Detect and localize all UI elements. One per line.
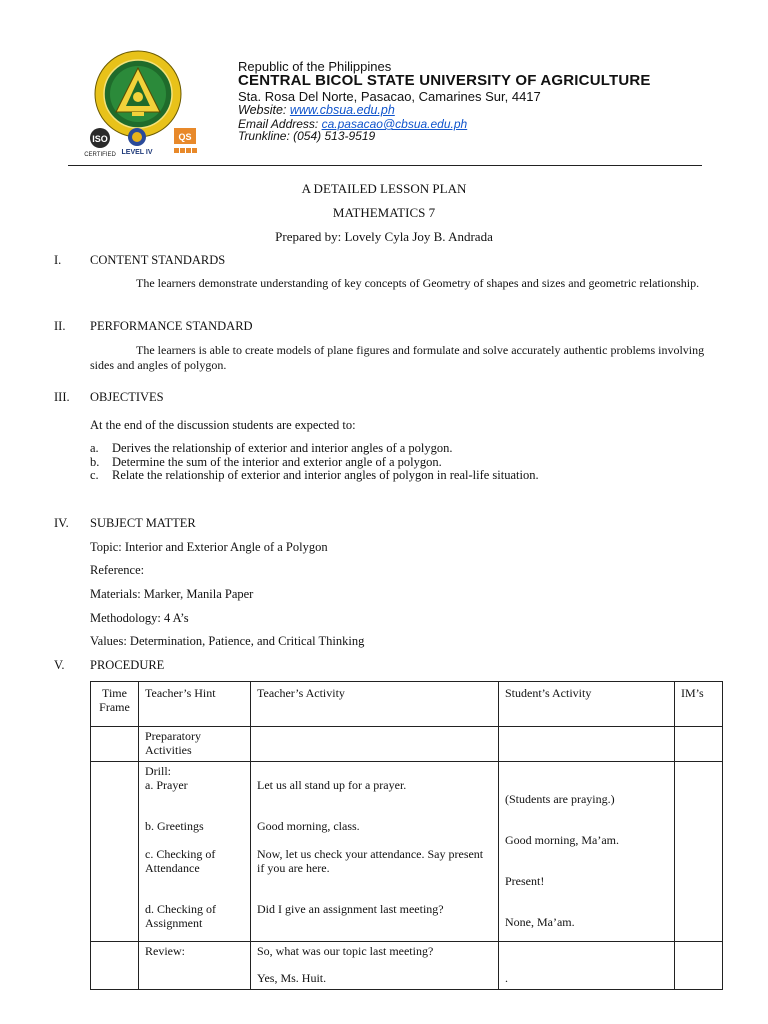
procedure-table	[90, 681, 723, 990]
table-cell: Drill: a. Prayer b. Greetings c. Checking of Attendance d. Checking of Assignment	[139, 762, 251, 942]
section-heading: SUBJECT MATTER	[90, 516, 196, 530]
section-paragraph: The learners is able to create models of plane figures and formulate and solve accurately authentic problems involving sides and angles of polygon.	[90, 343, 705, 372]
header-divider	[68, 165, 702, 166]
header-cell: Teacher’s Activity	[251, 682, 499, 727]
section-number: III.	[54, 390, 70, 404]
header-cell: Student’s Activity	[499, 682, 675, 727]
section-number: IV.	[54, 516, 69, 530]
table-cell: .	[499, 942, 675, 990]
republic-line: Republic of the Philippines	[238, 59, 392, 74]
university-address: Sta. Rosa Del Norte, Pasacao, Camarines Sur, 4417	[238, 89, 541, 104]
doc-title: A DETAILED LESSON PLAN	[301, 181, 467, 196]
section-heading: OBJECTIVES	[90, 390, 164, 404]
section-number: II.	[54, 319, 66, 333]
svg-text:QS: QS	[178, 132, 192, 142]
table-header-row	[91, 682, 723, 727]
iso-certified-badge	[84, 128, 116, 158]
section-heading: PERFORMANCE STANDARD	[90, 319, 253, 333]
section-heading: PROCEDURE	[90, 658, 165, 672]
header-cell: IM’s	[675, 682, 723, 727]
header-cell: Teacher’s Hint	[139, 682, 251, 727]
section-heading: CONTENT STANDARDS	[90, 253, 226, 267]
table-cell: Review:	[139, 942, 251, 990]
table-row	[91, 942, 723, 990]
table-cell: So, what was our topic last meeting? Yes, Ms. Huit.	[251, 942, 499, 990]
accreditation-badges	[80, 126, 220, 160]
header-cell: Time Frame	[91, 682, 139, 727]
subject-methodology: Methodology: 4 A’s	[90, 611, 189, 625]
trunkline: Trunkline: (054) 513-9519	[238, 129, 376, 143]
website-link[interactable]: www.cbsua.edu.ph	[289, 103, 395, 117]
list-item: a. Derives the relationship of exterior and interior angles of a polygon.	[90, 441, 453, 455]
email-label: Email Address:	[238, 117, 322, 131]
objectives-intro: At the end of the discussion students are expected to:	[90, 418, 356, 432]
svg-text:CERTIFIED: CERTIFIED	[84, 152, 116, 158]
table-cell: Preparatory Activities	[139, 727, 251, 762]
subject-values: Values: Determination, Patience, and Critical Thinking	[90, 634, 365, 648]
section-paragraph: The learners demonstrate understanding of key concepts of Geometry of shapes and sizes and geometric relationship.	[136, 276, 700, 290]
svg-text:LEVEL IV: LEVEL IV	[121, 149, 153, 156]
table-cell: Let us all stand up for a prayer. Good morning, class. Now, let us check your attendance. Say present if you are here. Did I give an assignment last meeting?	[251, 762, 499, 942]
doc-author: Prepared by: Lovely Cyla Joy B. Andrada	[275, 229, 493, 244]
section-number: V.	[54, 658, 65, 672]
qs-stars-badge	[174, 128, 197, 153]
list-item: b. Determine the sum of the interior and exterior angle of a polygon.	[90, 455, 442, 469]
university-seal-icon	[94, 50, 182, 138]
level-iv-badge	[122, 128, 153, 156]
list-item: c. Relate the relationship of exterior and interior angles of polygon in real-life situation.	[90, 468, 539, 482]
doc-subject: MATHEMATICS 7	[332, 205, 436, 220]
subject-materials: Materials: Marker, Manila Paper	[90, 587, 254, 601]
table-cell: (Students are praying.) Good morning, Ma’am. Present! None, Ma’am.	[499, 762, 675, 942]
table-row	[91, 762, 723, 942]
table-row	[91, 727, 723, 762]
section-number: I.	[54, 253, 62, 267]
subject-reference: Reference:	[90, 563, 145, 577]
svg-text:ISO: ISO	[92, 134, 108, 144]
website-label: Website:	[238, 103, 290, 117]
email-link[interactable]: ca.pasacao@cbsua.edu.ph	[321, 117, 468, 131]
university-name: CENTRAL BICOL STATE UNIVERSITY OF AGRICULTURE	[238, 72, 651, 89]
website-line	[238, 103, 395, 118]
subject-topic: Topic: Interior and Exterior Angle of a Polygon	[90, 540, 328, 554]
